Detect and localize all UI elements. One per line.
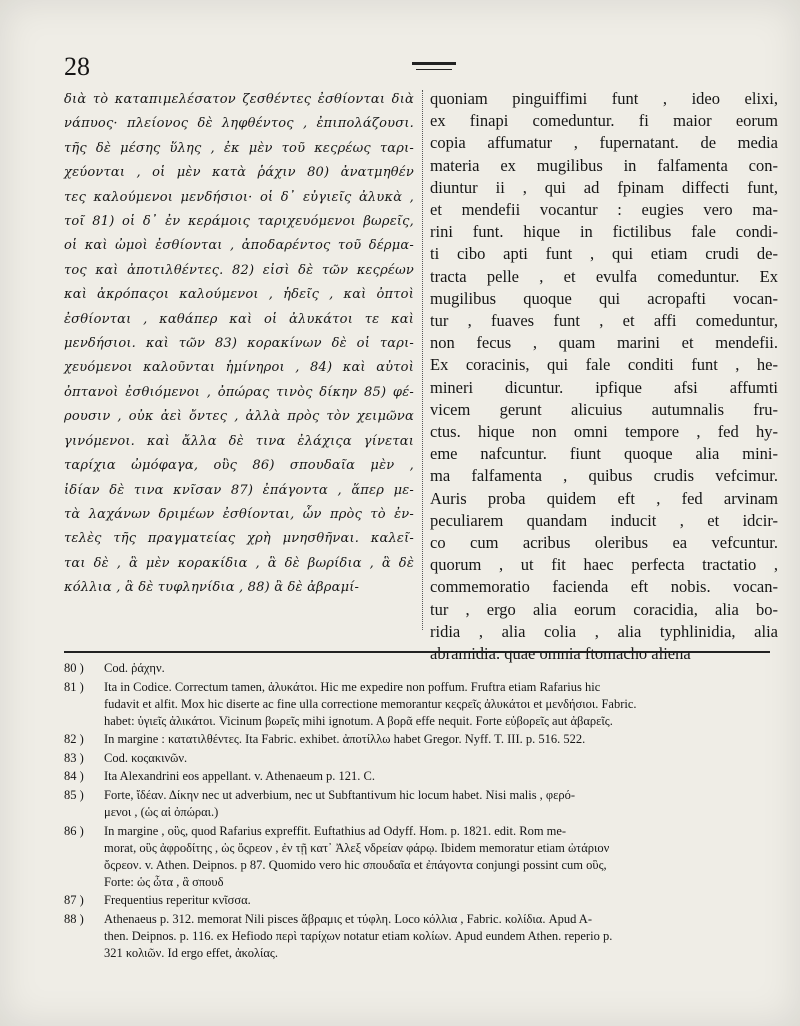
footnote-number: 83 ) [64, 750, 84, 765]
footnote-number: 87 ) [64, 893, 84, 908]
footnote [64, 768, 770, 785]
greek-text-line: τῆς δὲ μέσης ὕλης , ἐκ μὲν τοῦ κεςρέως ταρι- [64, 140, 414, 156]
latin-text-line: tur , ergo alia eorum coracidia, alia bo- [430, 599, 778, 619]
greek-text-line: χεύονται , οἱ μὲν κατὰ ῥάχιν 80) ἀνατμηθέν [64, 165, 414, 181]
footnote-line: ὄςρεον. v. Athen. Deipnos. p 87. Quomido vero hic σπουδαῖα et ἐπάγοντα conjungi possint cum οὓς, [104, 857, 607, 872]
footnote [64, 892, 770, 909]
footnote-rule [64, 651, 770, 653]
footnote-number: 86 ) [64, 823, 84, 838]
page-number: 28 [64, 52, 90, 81]
footnote-line: 321 κολιῶν. Id ergo effet, ἀκολίας. [104, 945, 278, 960]
footnote-line: Forte: ὡς ὦτα , ἃ σπουδ [104, 874, 224, 889]
latin-text-line: abramidia. quae omnia ftomacho aliena [430, 644, 691, 664]
greek-text-line: γινόμενοι. καὶ ἄλλα δὲ τινα ἐλάχιςα γίνεται [64, 433, 414, 449]
greek-text-line: κόλλια , ἃ δὲ τυφληνίδια , 88) ἃ δὲ ἀβραμί- [64, 580, 360, 596]
greek-text-line: ἰδίαν δὲ τινα κνῖσαν 87) ἐπάγοντα , ἅπερ με- [64, 482, 414, 498]
footnotes [64, 660, 770, 963]
footnote-line: μενοι , (ὡς αἱ ὀπώραι.) [104, 804, 219, 819]
latin-text-line: ctus. hique non omni tempore , fed hy- [430, 422, 778, 442]
greek-text-line: τελὲς τῆς πραγματείας χρὴ μνησθῆναι. καλεῖ- [64, 531, 414, 547]
latin-text-line: co cum acribus oleribus ea vefcuntur. [430, 533, 778, 553]
footnote-number: 80 ) [64, 661, 84, 675]
greek-text-line: ρουσιν , οὐκ ἀεὶ ὄντες , ἀλλὰ πρὸς τὸν χειμῶνα [64, 409, 414, 425]
latin-text-line: non fecus , quam marini et mendefii. [430, 333, 778, 353]
latin-text-line: quorum , ut fit haec perfecta tractatio , [430, 555, 778, 575]
latin-text-line: diuntur ii , qui ad fpinam diffecti funt, [430, 177, 778, 197]
latin-text-line: vicem gerunt alicuius autumnalis fru- [430, 399, 778, 419]
greek-text-line: οἱ καὶ ὠμοὶ ἐσθίονται , ἀποδαρέντος τοῦ δέρμα- [64, 238, 414, 254]
footnote-number: 81 ) [64, 679, 84, 694]
greek-text-line: νάπυος· πλείονος δὲ ληφθέντος , ἐπιπολάζουσι. [64, 116, 414, 132]
footnote-line: Frequentius reperitur κνῖσσα. [104, 893, 251, 908]
footnote-number: 85 ) [64, 787, 84, 802]
footnote-text [104, 750, 770, 767]
latin-text-line: commemoratio facienda eft nobis. vocan- [430, 577, 778, 597]
latin-text-line: eme nafcuntur. fiunt quoque alia mini- [430, 444, 778, 464]
latin-text-line: materia ex mugilibus in falfamenta con- [430, 155, 778, 175]
footnote-line: Forte, ἴδέαν. Δίκην nec ut adverbium, nec ut Subftantivum hic locum habet. Nisi malis , φερό- [104, 787, 576, 802]
latin-text-line: tur , fuaves funt , et affi comeduntur, [430, 311, 778, 331]
latin-text-line: peculiarem quandam inducit , et idcir- [430, 510, 778, 530]
greek-text-line: μενδήσιοι. καὶ τῶν 83) κορακίνων δὲ οἱ ταρι- [64, 336, 414, 352]
footnote-text [104, 787, 770, 821]
latin-text-line: ti cibo apti funt , qui etiam crudi de- [430, 244, 778, 264]
latin-text-line: copia affumatur , fupernatant. de media [430, 133, 778, 153]
greek-text-line: τὰ λαχάνων δριμέων ἐσθίονται, ὧν πρὸς τὸ ἐν- [64, 506, 414, 522]
header-rule-thin [416, 69, 452, 70]
footnote [64, 750, 770, 767]
latin-text-line: ma falfamenta , quibus crudis vefcimur. [430, 466, 778, 486]
footnote-text [104, 660, 770, 677]
latin-text-line: Ex coracinis, qui fale conditi funt , he- [430, 355, 778, 375]
footnote-line: habet: ὑγιεῖς ἀλικάτοι. Vicinum βωρεῖς mihi ignotum. A βορᾶ effe nequit. Forte εὐβορεῖς aut ἀβαρεῖς. [104, 713, 613, 728]
footnote [64, 787, 770, 821]
footnote-line: Ita in Codice. Correctum tamen, ἀλυκάτοι. Hic me expedire non poffum. Fruftra etiam Rafarius hic [104, 679, 601, 694]
greek-text-line: τες καλούμενοι μενδήσιοι· οἱ δ᾽ εὐγιεῖς ἀλυκὰ , [64, 189, 414, 205]
footnote-text [104, 679, 770, 730]
latin-text-line: ex finapi comeduntur. fi maior eorum [430, 111, 778, 131]
greek-text-line: χευόμενοι καλοῦνται ἡμίνηροι , 84) καὶ αὐτοὶ [64, 360, 414, 376]
greek-text-line: ὀπτανοὶ ἐσθιόμενοι , ὀπώρας τινὸς δίκην 85) φέ- [64, 384, 414, 400]
footnote-line: In margine , οὓς, quod Rafarius expreffit. Euftathius ad Odyff. Hom. p. 1821. edit. Rom me- [104, 823, 567, 838]
column-divider [422, 90, 423, 630]
greek-text-line: ται δὲ , ἃ μὲν κορακίδια , ἃ δὲ βωρίδια , ἃ δὲ [64, 555, 414, 571]
footnote [64, 679, 770, 730]
footnote-line: Ita Alexandrini eos appellant. v. Athenaeum p. 121. C. [104, 769, 376, 784]
greek-text-line: ταρίχια ὠμόφαγα, οὓς 86) σπουδαῖα μὲν , [64, 458, 414, 474]
footnote [64, 823, 770, 891]
greek-text-line: τος καὶ ἀποτιλθέντες. 82) εἰσὶ δὲ τῶν κεςρέων [64, 262, 414, 278]
greek-text-line: ἐσθίονται , καθάπερ καὶ οἱ ἀλυκάτοι τε καὶ [64, 311, 414, 327]
footnote [64, 731, 770, 748]
latin-text-line: et mendefii vocantur : eugies vero ma- [430, 200, 778, 220]
footnote-number: 88 ) [64, 911, 84, 926]
footnote-text [104, 823, 770, 891]
latin-text-line: quoniam pinguiffimi funt , ideo elixi, [430, 89, 778, 108]
footnote-line: then. Deipnos. p. 116. ex Hefiodo περὶ ταρίχων notatur etiam κολίων. Apud eundem Athen. reperio p. [104, 928, 613, 943]
greek-text-line: καὶ ἀκρόπαςοι καλούμενοι , ἡδεῖς , καὶ ὀπτοὶ [64, 287, 414, 303]
footnote-line: Cod. κοςακινῶν. [104, 750, 188, 765]
footnote-text [104, 911, 770, 962]
footnote-line: In margine : κατατιλθέντες. Ita Fabric. exhibet. ἀποτίλλω habet Gregor. Nyff. T. III. p. 516. 522. [104, 732, 586, 747]
greek-text-line: τοῖ 81) οἱ δ᾽ ἐν κεράμοις ταριχευόμενοι βωρεῖς, [64, 214, 414, 230]
latin-text-line: mugilibus quoque qui acropafti vocan- [430, 288, 778, 308]
header-rule [412, 62, 456, 65]
footnote-number: 84 ) [64, 769, 84, 784]
latin-text-line: tracta pelle , et evulfa comeduntur. Ex [430, 266, 778, 286]
footnote-line: morat, οὓς ἀφροδίτης , ὡς ὄςρεον , ἐν τῇ κατ᾽ Ἀλεξ νδρείαν φάρῳ. Ibidem memoratur etiam ὠτάριον [104, 840, 610, 855]
footnote [64, 660, 770, 677]
footnote [64, 911, 770, 962]
latin-text-line: Auris proba quidem eft , fed arvinam [430, 488, 778, 508]
footnote-line: Cod. ῥάχην. [104, 661, 165, 675]
footnote-line: Athenaeus p. 312. memorat Nili pisces ἄβραμις et τύφλη. Loco κόλλια , Fabric. κολίδια. Apud A- [104, 911, 593, 926]
footnote-text [104, 731, 770, 748]
greek-text-column [64, 88, 414, 601]
greek-text-line: διὰ τὸ καταπιμελέσατον ζεσθέντες ἐσθίονται διὰ [64, 92, 414, 107]
footnote-number: 82 ) [64, 732, 84, 747]
latin-text-column [430, 88, 778, 665]
latin-text-line: rini funt. hique in fictilibus fale condi- [430, 222, 778, 242]
latin-text-line: ridia , alia colia , alia typhlinidia, alia [430, 621, 778, 641]
footnote-text [104, 892, 770, 909]
footnote-text [104, 768, 770, 785]
latin-text-line: mineri dicuntur. ipfique afsi affumti [430, 377, 778, 397]
footnote-line: fudavit et alfit. Mox hic diserte ac fine ulla correctione memorantur κεςρεῖς ἀλυκάτοι et μενδήσιοι. Fabric. [104, 696, 637, 711]
